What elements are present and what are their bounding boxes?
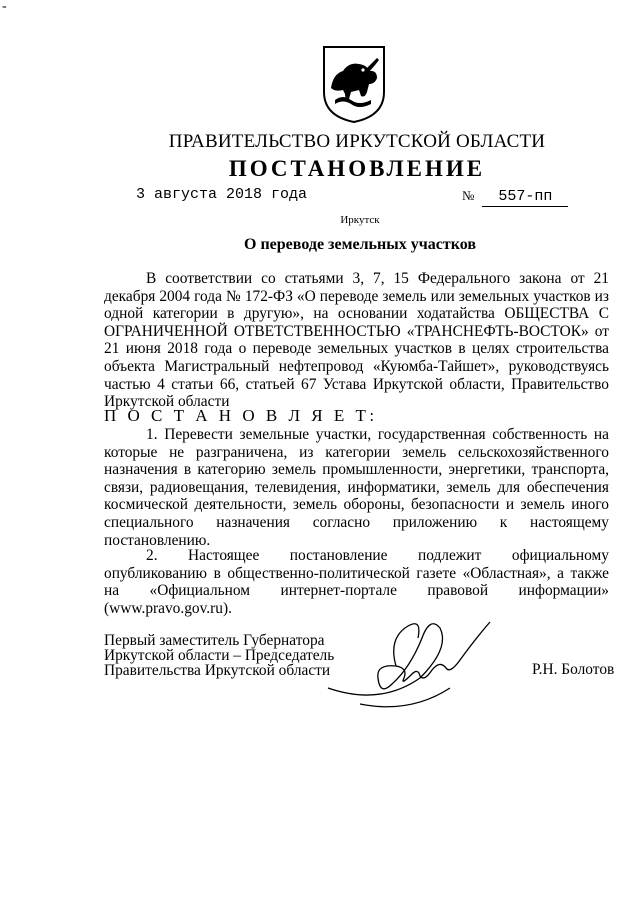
corner-mark: - [2,0,7,14]
signatory-name: Р.Н. Болотов [532,661,615,678]
document-date: 3 августа 2018 года [136,186,308,203]
item-2-paragraph: 2. Настоящее постановление подлежит официальному опубликованию в общественно-политической газете «Областная», а также на «Официальном интернет-портале правовой информации» (www.pravo.gov.ru). [104,547,609,617]
document-subject: О переводе земельных участков [244,236,476,253]
item-2-block [104,547,609,617]
position-line-3: Правительства Иркутской области [104,662,331,679]
decree-word: П О С Т А Н О В Л Я Е Т: [104,406,378,425]
position-line-1: Первый заместитель Губернатора [104,632,325,649]
document-number: 557-пп [482,188,568,207]
item-1-block [104,426,609,549]
number-sign: № [462,188,475,203]
position-line-2: Иркутской области – Председатель [104,647,335,664]
handwritten-signature-icon [300,608,500,718]
coat-of-arms-icon [321,44,387,124]
preamble-paragraph: В соответствии со статьями 3, 7, 15 Федерального закона от 21 декабря 2004 года № 172-ФЗ «О переводе земель или земельных участков из одной категории в другую», на основании ходатайства ОБЩЕСТВА С ОГРАНИЧЕННОЙ ОТВЕТСТВЕННОСТЬЮ «ТРАНСНЕФТЬ-ВОСТОК» от 21 июня 2018 года о переводе земельных участков в целях строительства объекта Магистральный нефтепровод «Куюмба-Тайшет», руководствуясь частью 4 статьи 66, статьей 67 Устава Иркутской области, Правительство Иркутской области [104,270,609,411]
government-title: ПРАВИТЕЛЬСТВО ИРКУТСКОЙ ОБЛАСТИ [168,131,546,152]
preamble-block [104,270,609,411]
document-number-field [462,188,568,207]
city: Иркутск [340,214,380,226]
document-type: ПОСТАНОВЛЕНИЕ [228,156,486,181]
item-1-paragraph: 1. Перевести земельные участки, государственная собственность на которые не разграничена, из категории земель сельскохозяйственного назначения в категорию земель промышленности, энергетики, транспорта, связи, радиовещания, телевидения, информатики, земель для обеспечения космической деятельности, земель обороны, безопасности и земель иного специального назначения согласно приложению к настоящему постановлению. [104,426,609,549]
